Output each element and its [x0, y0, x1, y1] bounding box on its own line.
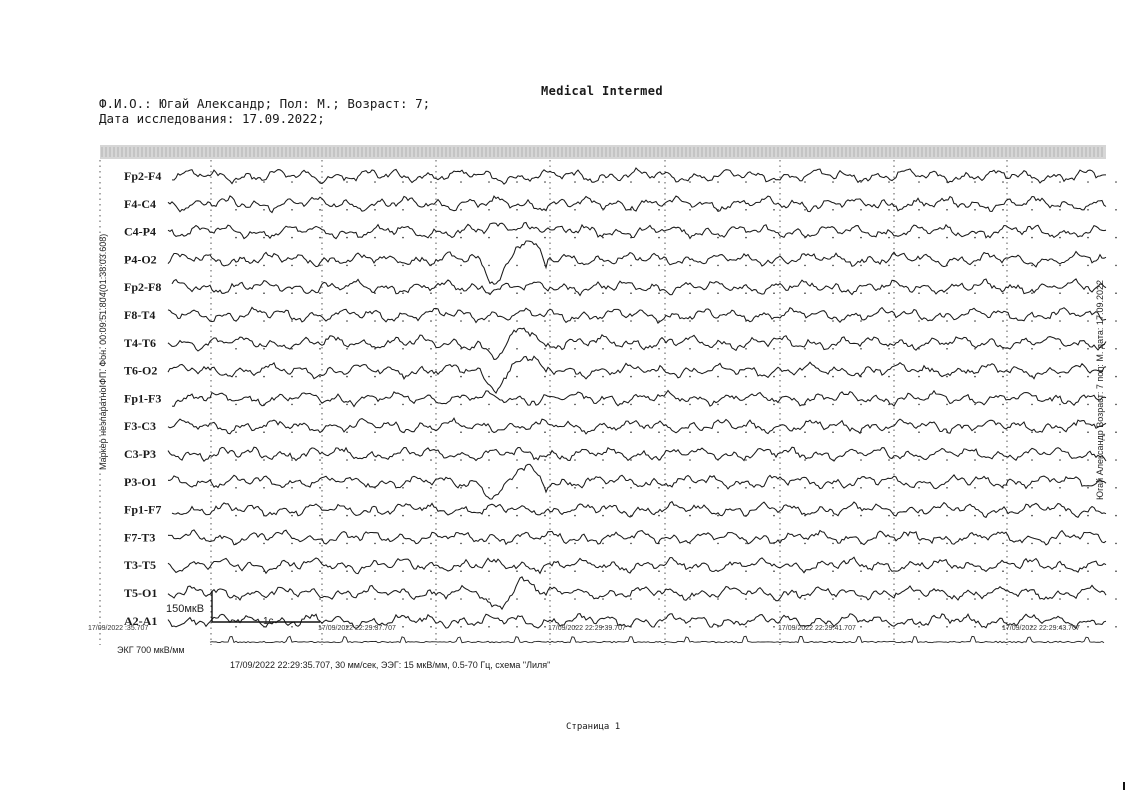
calibration-amplitude: 150мкВ	[166, 603, 205, 615]
lead-label: Fp2-F8	[124, 280, 162, 295]
timestamp-label: 17/09/2022 22:29:41.707	[778, 625, 856, 632]
timestamp-label: 17/09/2022 22:29:43.707	[1002, 625, 1080, 632]
trace-f4-c4	[168, 196, 1106, 213]
trace-c3-p3	[168, 447, 1106, 461]
lead-label: T4-T6	[124, 335, 157, 350]
trace-t3-t5	[168, 557, 1106, 574]
lead-label: A2-A1	[124, 613, 158, 628]
lead-label: F8-T4	[124, 308, 156, 322]
timestamp-label: 17/09/2022 :35.707	[88, 625, 149, 632]
timestamp-label: 17/09/2022 22:29:37.707	[318, 625, 396, 632]
trace-f3-c3	[168, 418, 1106, 434]
lead-label: Fp2-F4	[124, 169, 162, 183]
trace-fp2-f8	[172, 279, 1106, 296]
timestamp-label: 17/09/2022 22:29:39.707	[548, 625, 626, 632]
lead-label: T5-O1	[124, 586, 158, 600]
timestamps	[88, 625, 1080, 632]
trace-c4-p4	[168, 223, 1106, 239]
lead-label: F7-T3	[124, 530, 156, 545]
lead-label: F4-C4	[124, 196, 156, 211]
trace-a2-a1	[168, 614, 1106, 629]
lead-label: T6-O2	[124, 363, 158, 378]
lead-label: P4-O2	[124, 252, 157, 267]
document-title: Medical Intermed	[541, 84, 663, 98]
trace-f7-t3	[168, 530, 1106, 545]
trace-fp2-f4	[172, 168, 1106, 184]
lead-label: P3-O1	[124, 474, 157, 489]
study-date: Дата исследования: 17.09.2022;	[99, 111, 325, 126]
recording-parameters: 17/09/2022 22:29:35.707, 30 мм/сек, ЭЭГ: 15 мкВ/мм, 0.5-70 Гц, схема "Лиля"	[230, 660, 551, 670]
trace-f8-t4	[168, 307, 1106, 323]
lead-label: Fp1-F3	[124, 391, 162, 406]
ecg-trace	[210, 636, 1104, 642]
lead-labels	[124, 169, 161, 628]
trace-t6-o2	[168, 356, 1106, 393]
trace-fp1-f3	[172, 391, 1106, 407]
lead-label: C4-P4	[124, 224, 156, 239]
patient-side-text: Югай Александр Возраст: 7 пол: М. дата: 17.09.2022	[1095, 280, 1105, 500]
trace-p3-o1	[168, 464, 1106, 499]
trace-fp1-f7	[172, 502, 1106, 518]
page-number: Страница 1	[566, 722, 621, 732]
patient-info: Ф.И.О.: Югай Александр; Пол: М.; Возраст: 7;	[99, 96, 431, 111]
eeg-traces	[168, 168, 1117, 629]
lead-label: Fp1-F7	[124, 502, 162, 517]
lead-label: C3-P3	[124, 447, 156, 461]
header-band	[100, 145, 1106, 159]
ecg-label: ЭКГ 700 мкВ/мм	[117, 645, 185, 655]
lead-label: T3-T5	[124, 558, 157, 573]
trace-p4-o2	[168, 241, 1106, 284]
lead-label: F3-C3	[124, 419, 156, 434]
trace-t4-t6	[168, 328, 1106, 359]
corner-mark	[1123, 782, 1125, 790]
calibration-time: 1с	[263, 616, 274, 627]
time-grid	[100, 160, 1007, 645]
trace-t5-o1	[168, 577, 1106, 609]
marker-side-text: Маркер неэпаратноIФП. Фон. 00:09:51.804(01:38:03.608)	[98, 233, 108, 470]
